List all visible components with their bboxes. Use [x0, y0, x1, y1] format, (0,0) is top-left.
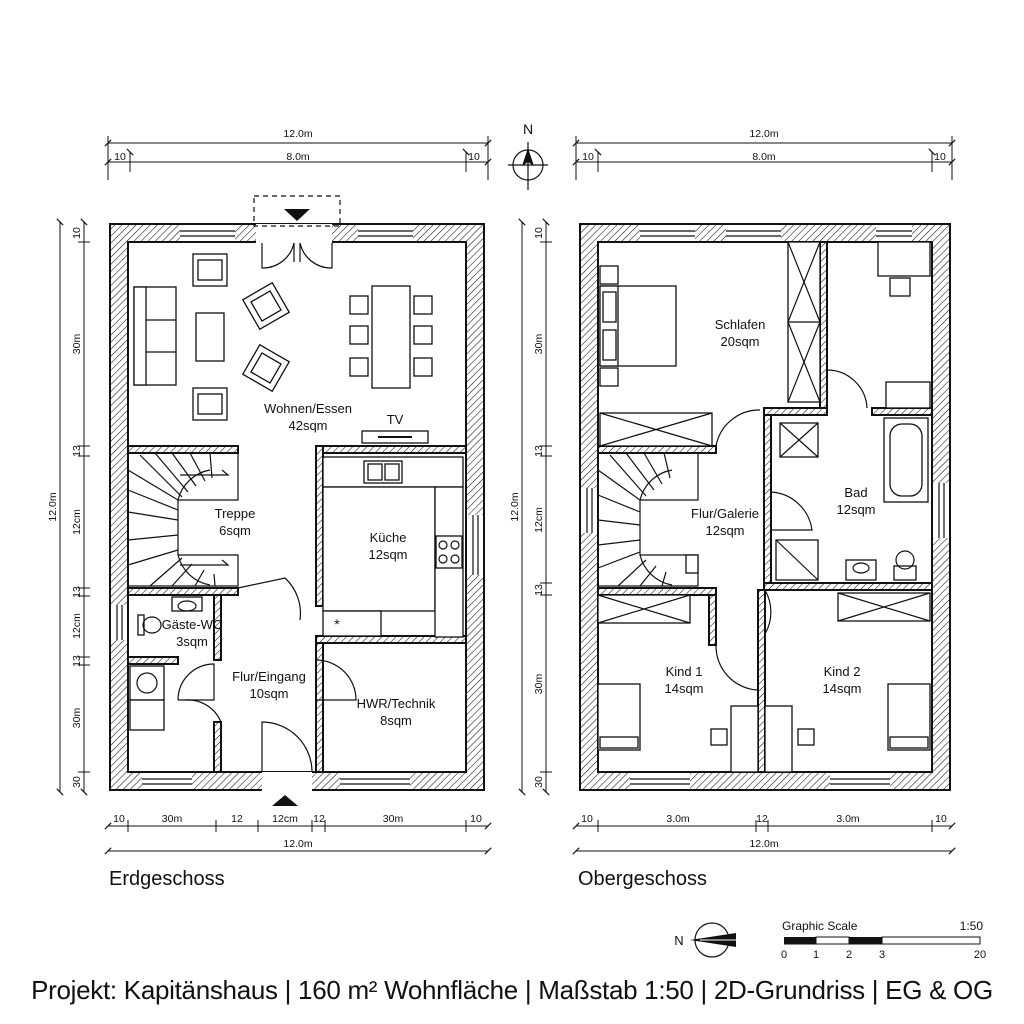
og-dim-b-1: 3.0m	[666, 813, 690, 825]
scale-north-label: N	[674, 933, 684, 948]
project-footer: Projekt: Kapitänshaus | 160 m² Wohnfläche | Maßstab 1:50 | 2D-Grundriss | EG & OG	[31, 975, 993, 1005]
og-wall-bad-left	[764, 415, 771, 585]
eg-dim-top-total: 12.0m	[283, 128, 313, 140]
og-dim-bottom-total: 12.0m	[749, 838, 779, 850]
eg-dim-left	[47, 222, 90, 792]
og-room-flur-name: Flur/Galerie	[691, 506, 759, 521]
eg-dim-b-2: 12	[231, 813, 243, 825]
eg-room-treppe-name: Treppe	[214, 506, 256, 521]
og-room-flur-area: 12sqm	[705, 523, 745, 538]
scale-tick-3: 3	[878, 949, 886, 961]
north-arrow-top	[508, 121, 548, 190]
og-double-bed	[600, 266, 676, 386]
og-room-kind1-area: 14sqm	[664, 681, 704, 696]
eg-room-wohnen-name: Wohnen/Essen	[264, 401, 352, 416]
eg-room-kueche-name: Küche	[369, 530, 407, 545]
north-label: N	[522, 121, 534, 137]
eg-entrance-door	[262, 722, 312, 806]
eg-floor-title: Erdgeschoss	[109, 868, 225, 890]
eg-room-wc-area: 3sqm	[176, 634, 208, 649]
eg-dim-top	[108, 128, 488, 180]
og-dim-top-right: 10	[934, 151, 946, 163]
plan-erdgeschoss	[47, 128, 488, 851]
og-dim-l-3: 12cm	[533, 507, 545, 533]
og-room-bad-name: Bad	[844, 485, 868, 500]
eg-wall-storage-right	[214, 722, 221, 772]
og-floor-title: Obergeschoss	[578, 868, 707, 890]
eg-dim-l-1: 30m	[71, 333, 83, 355]
og-wall-kind-divider	[758, 590, 765, 772]
graphic-scale	[781, 919, 986, 961]
eg-dim-l-0: 10	[71, 227, 83, 239]
og-desk	[878, 242, 930, 408]
og-dim-l-4: 13	[533, 584, 545, 596]
eg-dim-bottom	[108, 813, 488, 851]
og-wall-schlafen-bottom	[598, 446, 716, 453]
og-wall-schlafen-right	[820, 242, 827, 410]
og-dim-left	[509, 222, 552, 792]
og-dim-l-5: 30m	[533, 673, 545, 695]
eg-dim-l-5: 12cm	[71, 613, 83, 639]
eg-room-wohnen-area: 42sqm	[288, 418, 328, 433]
eg-wall-wc-bottom	[128, 657, 178, 664]
og-wall-bad-bottom	[764, 583, 932, 590]
eg-wall-hwr-left	[316, 643, 323, 772]
og-room-schlafen-name: Schlafen	[714, 317, 766, 332]
scale-tick-4: 20	[973, 949, 987, 961]
og-stair	[598, 453, 698, 586]
eg-sofa	[134, 287, 176, 385]
north-arrow-bottom	[674, 923, 736, 957]
eg-dim-l-3: 12cm	[71, 509, 83, 535]
graphic-scale-title: Graphic Scale	[782, 919, 858, 933]
eg-dim-top-right: 10	[468, 151, 480, 163]
eg-terrace-door	[254, 196, 340, 268]
eg-room-kueche-area: 12sqm	[368, 547, 408, 562]
og-dresser	[600, 413, 712, 446]
eg-dim-b-6: 10	[470, 813, 482, 825]
og-dim-b-3: 3.0m	[836, 813, 860, 825]
eg-dim-b-4: 12	[313, 813, 325, 825]
eg-wall-kitchen-left	[316, 446, 323, 606]
og-wall-bad-top-b	[872, 408, 932, 415]
eg-dim-bottom-total: 12.0m	[283, 838, 313, 850]
eg-dim-l-6: 13	[71, 655, 83, 667]
og-wall-bad-top-a	[764, 408, 827, 415]
eg-washer	[130, 666, 164, 730]
scale-tick-0: 0	[780, 949, 788, 961]
eg-dim-l-2: 13	[71, 445, 83, 457]
plan-obergeschoss	[509, 128, 952, 851]
og-dim-top-left: 10	[582, 151, 594, 163]
eg-wall-stair-top	[128, 446, 238, 453]
og-dim-l-6: 30	[533, 776, 545, 788]
og-dim-b-0: 10	[581, 813, 593, 825]
eg-dim-b-1: 30m	[161, 813, 183, 825]
og-room-kind1-name: Kind 1	[665, 664, 703, 679]
eg-room-hwr-area: 8sqm	[380, 713, 412, 728]
eg-dim-left-total: 12.0m	[47, 492, 59, 522]
eg-dim-b-3: 12cm	[272, 813, 298, 825]
eg-room-treppe-area: 6sqm	[219, 523, 251, 538]
graphic-scale-ratio: 1:50	[959, 919, 983, 933]
eg-room-flur-name: Flur/Eingang	[232, 669, 306, 684]
eg-dim-top-inner: 8.0m	[286, 151, 310, 163]
og-dim-l-2: 13	[533, 445, 545, 457]
eg-tv-label: TV	[386, 412, 404, 427]
eg-dim-b-5: 30m	[382, 813, 404, 825]
eg-dim-b-0: 10	[113, 813, 125, 825]
eg-coffee-table	[196, 313, 224, 361]
og-room-schlafen-area: 20sqm	[720, 334, 760, 349]
scale-tick-1: 1	[812, 949, 820, 961]
svg-text:*: *	[334, 616, 340, 632]
og-wall-kind1-right	[709, 595, 716, 645]
og-dim-bottom	[576, 813, 952, 851]
eg-dining-table	[350, 286, 432, 388]
eg-room-flur-area: 10sqm	[249, 686, 289, 701]
og-dim-l-0: 10	[533, 227, 545, 239]
og-dim-top	[576, 128, 952, 180]
og-dim-top-total: 12.0m	[749, 128, 779, 140]
og-room-kind2-area: 14sqm	[822, 681, 862, 696]
eg-dim-l-7: 30m	[71, 707, 83, 729]
eg-dim-l-8: 30	[71, 776, 83, 788]
eg-room-hwr-name: HWR/Technik	[356, 696, 436, 711]
eg-dim-top-left: 10	[114, 151, 126, 163]
eg-wall-kitchen-top	[316, 446, 466, 453]
eg-dim-l-4: 13	[71, 586, 83, 598]
og-dim-left-total: 12.0m	[509, 492, 521, 522]
og-dim-b-2: 12	[756, 813, 768, 825]
og-dim-b-4: 10	[935, 813, 947, 825]
eg-wall-stair-bottom	[128, 588, 238, 595]
og-dim-top-inner: 8.0m	[752, 151, 776, 163]
og-wardrobe-schlafen	[788, 242, 820, 402]
scale-tick-2: 2	[845, 949, 853, 961]
eg-tv-unit	[362, 431, 428, 443]
og-wall-kind1-top	[598, 588, 716, 595]
og-room-bad-area: 12sqm	[836, 502, 876, 517]
og-room-kind2-name: Kind 2	[823, 664, 861, 679]
og-dim-l-1: 30m	[533, 333, 545, 355]
eg-room-wc-name: Gäste-WC	[161, 617, 223, 632]
